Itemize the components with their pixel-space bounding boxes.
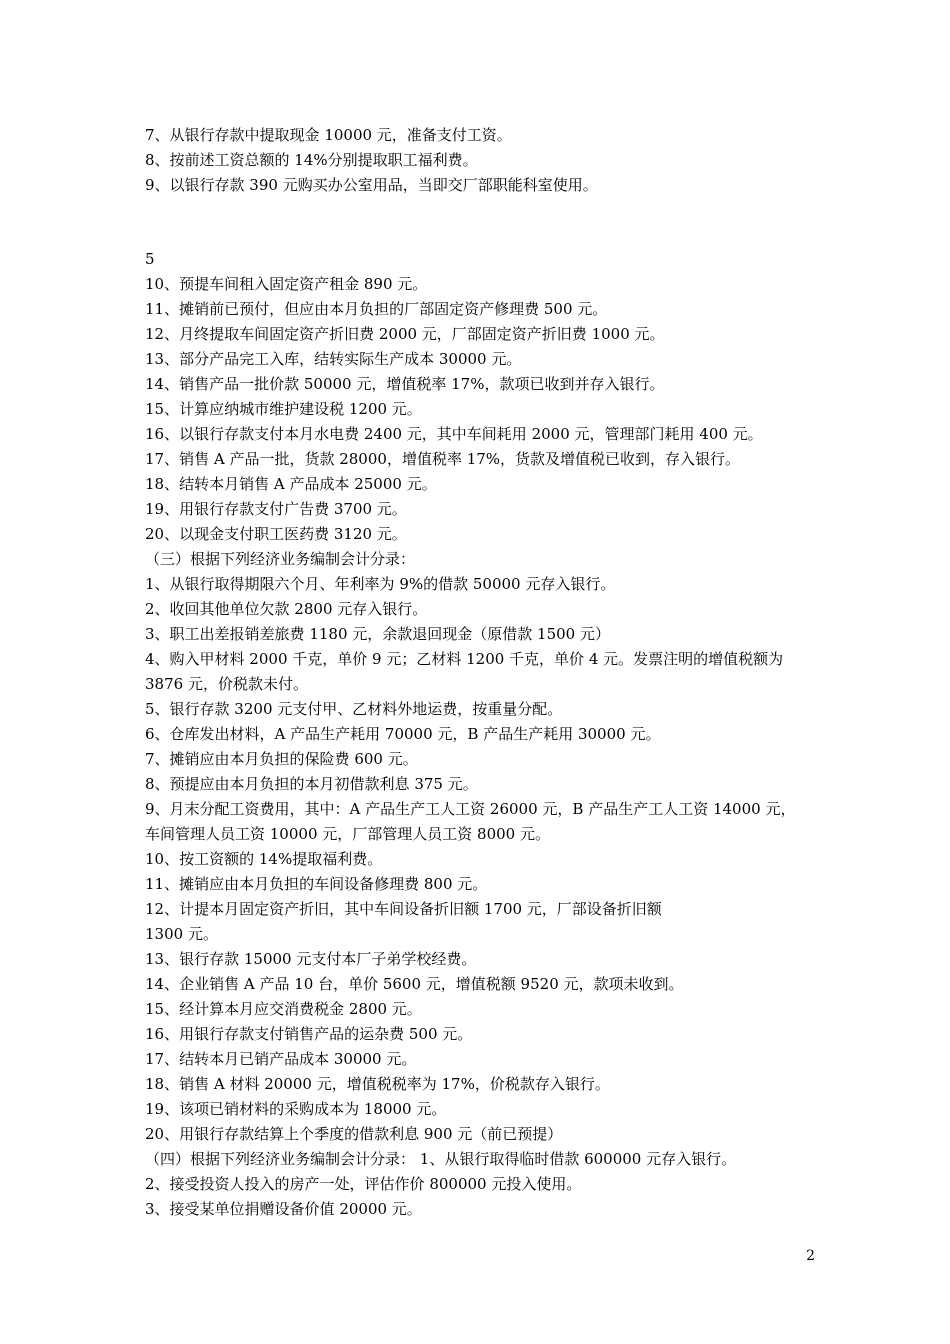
text-line: 5、银行存款 3200 元支付甲、乙材料外地运费，按重量分配。 (145, 700, 563, 718)
text-line: 16、以银行存款支付本月水电费 2400 元，其中车间耗用 2000 元，管理部门耗用 400 元。 (145, 425, 763, 443)
text-line: 7、摊销应由本月负担的保险费 600 元。 (145, 750, 418, 768)
text-line: 10、按工资额的 14%提取福利费。 (145, 850, 383, 868)
text-line: 14、企业销售 A 产品 10 台，单价 5600 元，增值税额 9520 元，款项未收到。 (145, 975, 684, 993)
text-line: 20、以现金支付职工医药费 3120 元。 (145, 525, 407, 543)
text-line: 13、银行存款 15000 元支付本厂子弟学校经费。 (145, 950, 477, 968)
text-line: 3、接受某单位捐赠设备价值 20000 元。 (145, 1200, 422, 1218)
text-block-main (145, 247, 825, 1222)
text-line: 9、以银行存款 390 元购买办公室用品，当即交厂部职能科室使用。 (145, 176, 598, 194)
text-line: 7、从银行存款中提取现金 10000 元，准备支付工资。 (145, 126, 512, 144)
text-line: 14、销售产品一批价款 50000 元，增值税率 17%，款项已收到并存入银行。 (145, 375, 665, 393)
text-line: 2、收回其他单位欠款 2800 元存入银行。 (145, 600, 428, 618)
text-line: 15、计算应纳城市维护建设税 1200 元。 (145, 400, 422, 418)
text-line: 18、销售 A 材料 20000 元，增值税税率为 17%，价税款存入银行。 (145, 1075, 610, 1093)
text-line: 1、从银行取得期限六个月、年利率为 9%的借款 50000 元存入银行。 (145, 575, 616, 593)
text-line: 5 (145, 250, 155, 268)
text-line: 17、销售 A 产品一批，货款 28000，增值税率 17%，货款及增值税已收到，存入银行。 (145, 450, 741, 468)
text-line: 18、结转本月销售 A 产品成本 25000 元。 (145, 475, 437, 493)
text-line: 3876 元，价税款未付。 (145, 675, 308, 693)
page-number: 2 (806, 1248, 815, 1264)
text-line: 13、部分产品完工入库，结转实际生产成本 30000 元。 (145, 350, 522, 368)
text-line: 2、接受投资人投入的房产一处，评估作价 800000 元投入使用。 (145, 1175, 582, 1193)
text-line: 11、摊销前已预付，但应由本月负担的厂部固定资产修理费 500 元。 (145, 300, 608, 318)
text-block-top (145, 123, 825, 198)
text-line: （三）根据下列经济业务编制会计分录： (145, 550, 416, 568)
text-line: 车间管理人员工资 10000 元，厂部管理人员工资 8000 元。 (145, 825, 550, 843)
text-line: 11、摊销应由本月负担的车间设备修理费 800 元。 (145, 875, 488, 893)
text-line: 3、职工出差报销差旅费 1180 元，余款退回现金（原借款 1500 元） (145, 625, 610, 643)
text-line: 19、该项已销材料的采购成本为 18000 元。 (145, 1100, 447, 1118)
text-line: 15、经计算本月应交消费税金 2800 元。 (145, 1000, 422, 1018)
text-line: 8、按前述工资总额的 14%分别提取职工福利费。 (145, 151, 478, 169)
text-line: 1300 元。 (145, 925, 218, 943)
text-line: 9、月末分配工资费用，其中：A 产品生产工人工资 26000 元，B 产品生产工人工资 14000 元， (145, 800, 796, 818)
text-line: 6、仓库发出材料，A 产品生产耗用 70000 元，B 产品生产耗用 30000 元。 (145, 725, 661, 743)
text-line: 12、计提本月固定资产折旧，其中车间设备折旧额 1700 元，厂部设备折旧额 (145, 900, 662, 918)
text-line: （四）根据下列经济业务编制会计分录： 1、从银行取得临时借款 600000 元存入银行。 (145, 1150, 737, 1168)
text-line: 19、用银行存款支付广告费 3700 元。 (145, 500, 407, 518)
text-line: 4、购入甲材料 2000 千克，单价 9 元；乙材料 1200 千克，单价 4 元。发票注明的增值税额为 (145, 650, 784, 668)
text-line: 10、预提车间租入固定资产租金 890 元。 (145, 275, 428, 293)
text-line: 17、结转本月已销产品成本 30000 元。 (145, 1050, 417, 1068)
text-line: 16、用银行存款支付销售产品的运杂费 500 元。 (145, 1025, 473, 1043)
text-line: 12、月终提取车间固定资产折旧费 2000 元，厂部固定资产折旧费 1000 元。 (145, 325, 665, 343)
text-line: 20、用银行存款结算上个季度的借款利息 900 元（前已预提） (145, 1125, 563, 1143)
text-line: 8、预提应由本月负担的本月初借款利息 375 元。 (145, 775, 478, 793)
